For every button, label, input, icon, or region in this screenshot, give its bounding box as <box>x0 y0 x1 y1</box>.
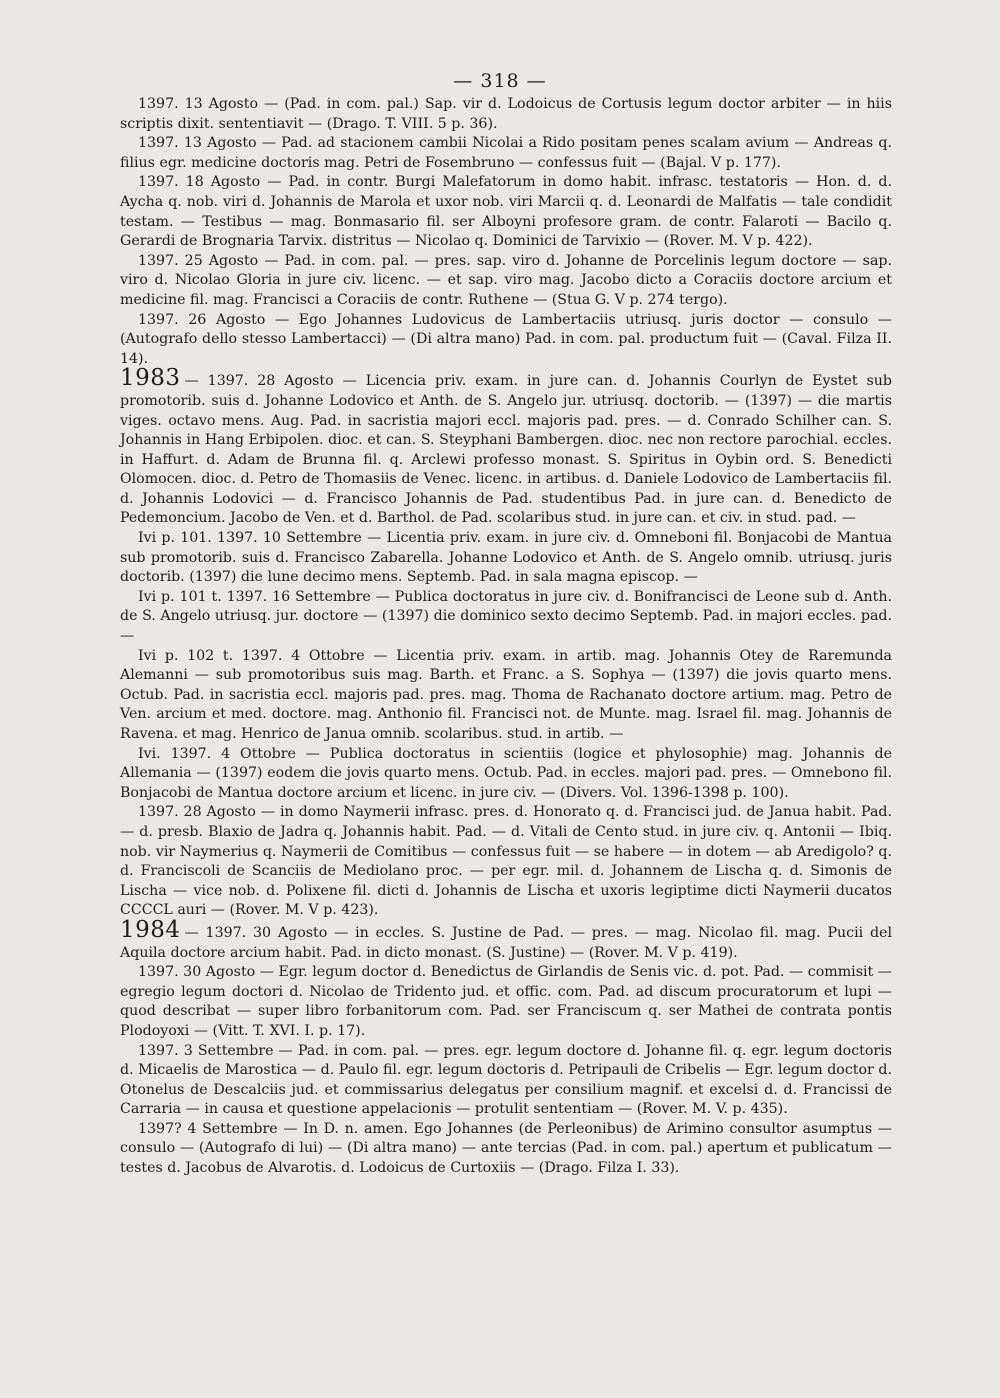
entry-text: 1397. 13 Agosto — (Pad. in com. pal.) Sap. vir d. Lodoicus de Cortusis legum doctor arbiter — in hiis scriptis dixit. sententiavit — (Drago. T. VIII. 5 p. 36). <box>120 96 892 132</box>
document-entry <box>120 745 892 804</box>
entry-number: 1984 <box>120 916 181 943</box>
document-entry <box>120 588 892 647</box>
document-entry <box>120 1042 892 1120</box>
entry-text: 1397. 30 Agosto — Egr. legum doctor d. Benedictus de Girlandis de Senis vic. d. pot. Pad. — commisit — egregio legum doctori d. Nicolao de Tridento jud. et offic. com. Pad. ad discum procuratorum et lupi — quod describat — super libro forbanitorum com. Pad. ser Franciscum q. ser Mathei de contrata pontis Plodoyoxi — (Vitt. T. XVI. I. p. 17). <box>120 964 892 1039</box>
document-entry <box>120 647 892 745</box>
document-entry <box>120 963 892 1041</box>
document-entry <box>120 1120 892 1179</box>
document-entry <box>120 252 892 311</box>
entry-text: Ivi p. 101. 1397. 10 Settembre — Licentia priv. exam. in jure civ. d. Omneboni fil. Bonjacobi de Mantua sub promotorib. suis d. Francisco Zabarella. Johanne Lodovico et Anth. de S. Angelo omnib. utriusq. juris doctorib. (1397) die lune decimo mens. Septemb. Pad. in sala magna episcop. — <box>120 530 892 586</box>
entry-text: Ivi p. 102 t. 1397. 4 Ottobre — Licentia priv. exam. in artib. mag. Johannis Otey de Raremunda Alemanni — sub promotoribus suis mag. Barth. et Franc. a S. Sophya — (1397) die jovis quarto mens. Octub. Pad. in sacristia eccl. majoris pad. pres. mag. Thoma de Rachanato doctore artium. mag. Petro de Ven. arcium et med. doctore. mag. Anthonio fil. Francisci not. de Munte. mag. Israel fil. mag. Johannis de Ravena. et mag. Henrico de Janua omnib. scolaribus. stud. in artib. — <box>120 647 892 742</box>
entry-text: — 1397. 30 Agosto — in eccles. S. Justine de Pad. — pres. — mag. Nicolao fil. mag. Pucii del Aquila doctore arcium habit. Pad. in dicto monast. (S. Justine) — (Rover. M. V p. 419). <box>120 924 892 961</box>
entry-text: Ivi. 1397. 4 Ottobre — Publica doctoratus in scientiis (logice et phylosophie) mag. Johannis de Allemania — (1397) eodem die jovis quarto mens. Octub. Pad. in eccles. majori pad. pres. — Omnebono fil. Bonjacobi de Mantua doctore arcium et licenc. in jure civ. — (Divers. Vol. 1396-1398 p. 100). <box>120 745 892 801</box>
entry-text: Ivi p. 101 t. 1397. 16 Settembre — Publica doctoratus in jure civ. d. Bonifrancisci de Leone sub d. Anth. de S. Angelo utriusq. jur. doctore — (1397) die dominico sexto decimo Septemb. Pad. in majori eccles. pad. — <box>120 588 892 645</box>
document-entry <box>120 529 892 588</box>
entry-text: 1397. 18 Agosto — Pad. in contr. Burgi Malefatorum in domo habit. infrasc. testatoris — Hon. d. d. Aycha q. nob. viri d. Johannis de Marola et uxor nob. viri Marcii q. d. Leonardi de Malfatis — tale condidit testam. — Testibus — mag. Bonmasario fil. ser Alboyni profesore gram. de contr. Falaroti — Bacilo q. Gerardi de Brognaria Tarvix. distritus — Nicolao q. Dominici de Tarvixio — (Rover. M. V p. 422). <box>120 174 892 250</box>
document-entry <box>120 916 892 963</box>
page-number: — 318 — <box>453 70 547 92</box>
entry-number: 1983 <box>120 365 181 392</box>
document-entry <box>120 365 892 529</box>
entry-text: 1397. 3 Settembre — Pad. in com. pal. — pres. egr. legum doctore d. Johanne fil. q. egr. legum doctoris d. Micaelis de Marostica — d. Paulo fil. egr. legum doctoris d. Petripauli de Cribelis — Egr. legum doctor d. Otonelus de Descalciis jud. et commissarius delegatus per consilium magnif. et excelsi d. d. Francissi de Carraria — in causa et questione appelacionis — protulit sententiam — (Rover. M. V. p. 435). <box>120 1042 892 1118</box>
entry-text: 1397. 13 Agosto — Pad. ad stacionem cambii Nicolai a Rido positam penes scalam avium — Andreas q. filius egr. medicine doctoris mag. Petri de Fosembruno — confessus fuit — (Bajal. V p. 177). <box>120 135 892 171</box>
entry-text: 1397. 25 Agosto — Pad. in com. pal. — pres. sap. viro d. Johanne de Porcelinis legum doctore — sap. viro d. Nicolao Gloria in jure civ. licenc. — et sap. viro mag. Jacobo dicto a Coraciis doctore arcium et medicine fil. mag. Francisci a Coraciis de contr. Ruthene — (Stua G. V p. 274 tergo). <box>120 252 892 308</box>
document-entry <box>120 311 892 370</box>
document-entry <box>120 803 892 921</box>
body-text <box>120 95 892 1179</box>
entry-text: 1397? 4 Settembre — In D. n. amen. Ego Johannes (de Perleonibus) de Arimino consultor asumptus — consulo — (Autografo di lui) — (Di altra mano) — ante tercias (Pad. in com. pal.) apertum et publicatum — testes d. Jacobus de Alvarotis. d. Lodoicus de Curtoxiis — (Drago. Filza I. 33). <box>120 1120 892 1177</box>
document-entry <box>120 134 892 173</box>
entry-text: 1397. 28 Agosto — in domo Naymerii infrasc. pres. d. Honorato q. d. Francisci jud. de Janua habit. Pad. — d. presb. Blaxio de Jadra q. Johannis habit. Pad. — d. Vitali de Cento stud. in jure civ. q. Antonii — Ibiq. nob. vir Naymerius q. Naymerii de Comitibus — confessus fuit — se habere — in dotem — ab Aredigolo? q. d. Franciscoli de Scanciis de Mediolano proc. — per egr. mil. d. Johannem de Lischa q. d. Simonis de Lischa — vice nob. d. Polixene fil. dicti d. Johannis de Lischa et uxoris legiptime dicti Naymerii ducatos CCCCL auri — (Rover. M. V p. 423). <box>120 804 892 919</box>
document-entry <box>120 95 892 134</box>
entry-text: — 1397. 28 Agosto — Licencia priv. exam. in jure can. d. Johannis Courlyn de Eystet sub promotorib. suis d. Johanne Lodovico et Anth. de S. Angelo jur. utriusq. doctorib. — (1397) — die martis viges. octavo mens. Aug. Pad. in sacristia majori eccl. majoris pad. pres. — d. Conrado Schilher can. S. Johannis in Hang Erbipolen. dioc. et can. S. Steyphani Bambergen. dioc. nec non rectore parochial. eccles. in Haffurt. d. Adam de Brunna fil. q. Arclewi professo monast. S. Spiritus in Oybin ord. S. Benedicti Olomocen. dioc. d. Petro de Thomasiis de Venec. licenc. in artibus. d. Daniele Lodovico de Lambertaciis fil. d. Johannis Lodovici — d. Francisco Johannis de Pad. studentibus Pad. in jure can. d. Benedicto de Pedemoncium. Jacobo de Ven. et d. Barthol. de Pad. scolaribus stud. in jure can. et civ. in stud. pad. — <box>120 373 892 527</box>
entry-text: 1397. 26 Agosto — Ego Johannes Ludovicus de Lambertaciis utriusq. juris doctor — consulo — (Autografo dello stesso Lambertacci) — (Di altra mano) Pad. in com. pal. productum fuit — (Caval. Filza II. 14). <box>120 311 892 367</box>
document-entry <box>120 173 892 251</box>
